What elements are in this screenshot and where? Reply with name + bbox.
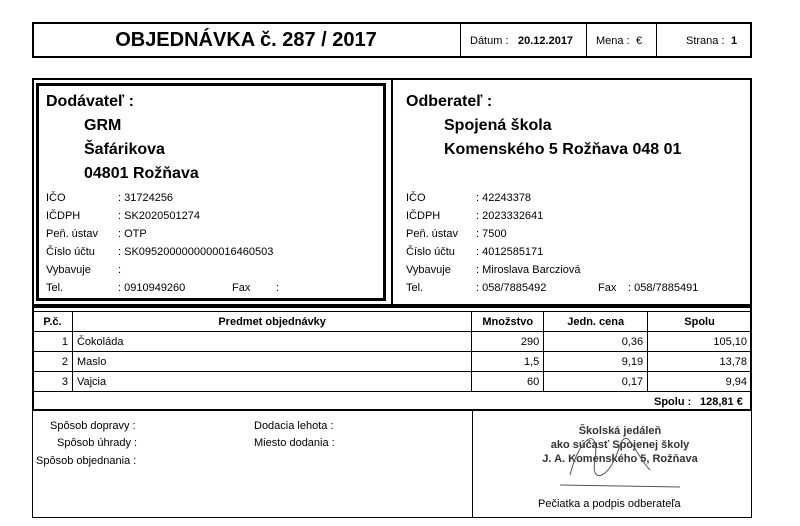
customer-tel-label: Tel. bbox=[406, 282, 424, 294]
supplier-name: GRM bbox=[84, 117, 122, 134]
row-total: 105,10 bbox=[648, 332, 752, 352]
row-total: 9,94 bbox=[648, 372, 752, 392]
supplier-icdph-value: : SK2020501274 bbox=[118, 210, 200, 222]
col-header-item: Predmet objednávky bbox=[72, 312, 471, 332]
sum-value: 128,81 € bbox=[700, 396, 743, 408]
supplier-handler-label: Vybavuje bbox=[46, 264, 91, 276]
supplier-city: 04801 Rožňava bbox=[84, 165, 199, 182]
page-title: OBJEDNÁVKA č. 287 / 2017 bbox=[115, 29, 377, 51]
currency-value: € bbox=[636, 35, 643, 47]
customer-address: Komenského 5 Rožňava 048 01 bbox=[444, 141, 682, 158]
row-qty: 60 bbox=[472, 372, 544, 392]
row-no: 3 bbox=[33, 372, 73, 392]
stamp-line-1: Školská jedáleň bbox=[578, 425, 662, 437]
supplier-fax-label: Fax bbox=[232, 282, 251, 294]
order-method-label: Spôsob objednania : bbox=[36, 455, 137, 467]
parties-divider bbox=[391, 78, 393, 306]
supplier-tel-label: Tel. bbox=[46, 282, 64, 294]
col-header-total: Spolu bbox=[648, 312, 752, 332]
customer-name: Spojená škola bbox=[444, 117, 552, 134]
supplier-handler-value: : bbox=[118, 264, 122, 276]
customer-handler-label: Vybavuje bbox=[406, 264, 451, 276]
customer-tel-value: : 058/7885492 bbox=[476, 282, 547, 294]
page-number: 1 bbox=[731, 35, 738, 47]
row-no: 2 bbox=[33, 352, 73, 372]
customer-fax-label: Fax bbox=[598, 282, 617, 294]
supplier-bank-label: Peň. ústav bbox=[46, 228, 98, 240]
stamp-line-2: ako súčasť Spojenej školy bbox=[550, 439, 690, 451]
sum-label: Spolu : bbox=[654, 396, 692, 408]
supplier-account-value: : SK0952000000000016460503 bbox=[118, 246, 274, 258]
row-item: Čokoláda bbox=[72, 332, 471, 352]
delivery-place-label: Miesto dodania : bbox=[254, 437, 335, 449]
supplier-heading: Dodávateľ : bbox=[46, 93, 134, 110]
customer-heading: Odberateľ : bbox=[406, 93, 493, 110]
customer-account-value: : 4012585171 bbox=[476, 246, 544, 258]
delivery-time-label: Dodacia lehota : bbox=[254, 420, 334, 432]
customer-icdph-value: : 2023332641 bbox=[476, 210, 544, 222]
customer-ico-label: IČO bbox=[406, 192, 426, 204]
supplier-street: Šafárikova bbox=[84, 141, 165, 158]
row-no: 1 bbox=[33, 332, 73, 352]
row-qty: 1,5 bbox=[472, 352, 544, 372]
col-header-no: P.č. bbox=[33, 312, 73, 332]
header-divider-2 bbox=[586, 22, 587, 58]
signature-label: Pečiatka a podpis odberateľa bbox=[538, 498, 681, 510]
col-header-unit-price: Jedn. cena bbox=[544, 312, 648, 332]
col-header-qty: Množstvo bbox=[472, 312, 544, 332]
row-item: Maslo bbox=[72, 352, 471, 372]
customer-account-label: Číslo účtu bbox=[406, 246, 455, 258]
row-qty: 290 bbox=[472, 332, 544, 352]
footer-divider bbox=[472, 410, 473, 518]
row-total: 13,78 bbox=[648, 352, 752, 372]
date-label: Dátum : bbox=[470, 35, 509, 47]
signature-scribble bbox=[540, 415, 700, 495]
customer-fax-value: : 058/7885491 bbox=[628, 282, 699, 294]
supplier-tel-value: : 0910949260 bbox=[118, 282, 186, 294]
row-unit-price: 0,36 bbox=[544, 332, 648, 352]
row-unit-price: 0,17 bbox=[544, 372, 648, 392]
page-label: Strana : bbox=[686, 35, 725, 47]
currency-label: Mena : bbox=[596, 35, 630, 47]
supplier-ico-value: : 31724256 bbox=[118, 192, 174, 204]
stamp-line-3: J. A. Komenského 5, Rožňava bbox=[542, 453, 698, 465]
supplier-bank-value: : OTP bbox=[118, 228, 147, 240]
table-frame bbox=[32, 306, 752, 411]
header-divider-3 bbox=[656, 22, 657, 58]
row-unit-price: 9,19 bbox=[544, 352, 648, 372]
row-item: Vajcia bbox=[72, 372, 471, 392]
supplier-fax-value: : bbox=[276, 282, 280, 294]
customer-icdph-label: IČDPH bbox=[406, 210, 441, 222]
customer-ico-value: : 42243378 bbox=[476, 192, 532, 204]
payment-label: Spôsob úhrady : bbox=[57, 437, 138, 449]
header-divider-1 bbox=[460, 22, 461, 58]
supplier-account-label: Číslo účtu bbox=[46, 246, 95, 258]
supplier-ico-label: IČO bbox=[46, 192, 66, 204]
customer-bank-value: : 7500 bbox=[476, 228, 507, 240]
supplier-icdph-label: IČDPH bbox=[46, 210, 81, 222]
date-value: 20.12.2017 bbox=[518, 35, 574, 47]
transport-label: Spôsob dopravy : bbox=[50, 420, 136, 432]
customer-handler-value: : Miroslava Barcziová bbox=[476, 264, 581, 276]
customer-bank-label: Peň. ústav bbox=[406, 228, 458, 240]
